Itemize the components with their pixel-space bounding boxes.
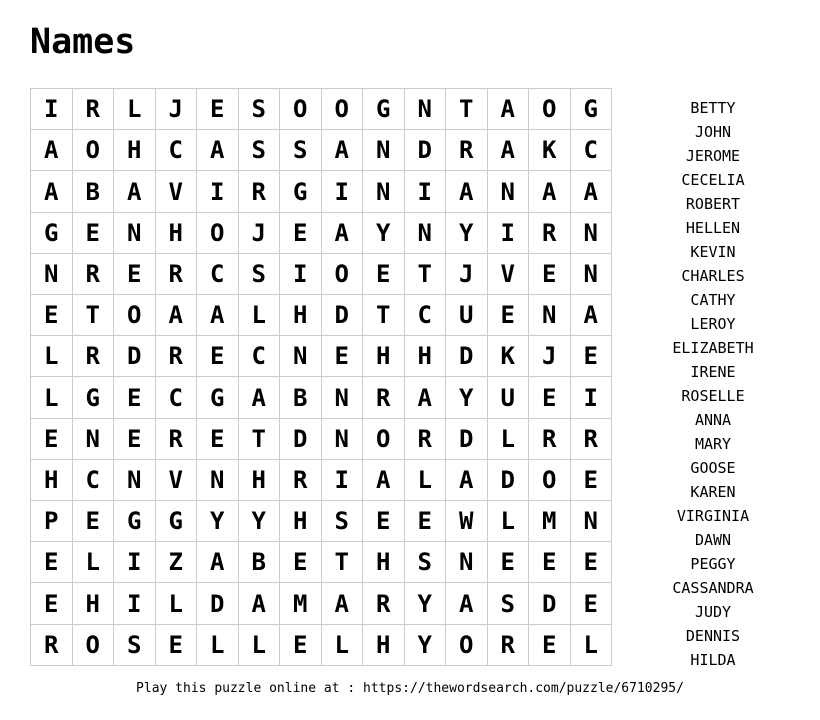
grid-cell: H — [404, 336, 446, 377]
grid-body — [31, 89, 612, 666]
grid-cell: D — [404, 130, 446, 171]
grid-cell: E — [31, 295, 73, 336]
grid-cell: I — [114, 583, 156, 624]
word-list-item: LEROY — [690, 315, 736, 333]
grid-cell: A — [446, 583, 488, 624]
grid-cell: G — [363, 89, 405, 130]
grid-cell: L — [31, 377, 73, 418]
grid-cell: R — [570, 418, 612, 459]
footer — [0, 681, 820, 696]
grid-cell: D — [446, 336, 488, 377]
grid-cell: K — [487, 336, 529, 377]
grid-cell: E — [114, 253, 156, 294]
grid-cell: E — [114, 377, 156, 418]
word-list-item: DENNIS — [685, 627, 741, 645]
grid-cell: N — [197, 459, 239, 500]
grid-cell: R — [363, 377, 405, 418]
grid-cell: R — [487, 624, 529, 665]
grid-cell: E — [280, 542, 322, 583]
grid-cell: D — [197, 583, 239, 624]
grid-row — [31, 418, 612, 459]
grid-cell: T — [72, 295, 114, 336]
grid-cell: Z — [155, 542, 197, 583]
grid-cell: I — [321, 171, 363, 212]
grid-cell: J — [529, 336, 571, 377]
grid-row — [31, 542, 612, 583]
grid-cell: A — [197, 295, 239, 336]
grid-cell: S — [238, 253, 280, 294]
grid-cell: O — [321, 89, 363, 130]
grid-cell: A — [321, 130, 363, 171]
word-list-item: HILDA — [690, 651, 736, 669]
grid-cell: A — [321, 212, 363, 253]
word-list-item: JEROME — [685, 147, 741, 165]
word-list-item: PEGGY — [690, 555, 736, 573]
grid-cell: J — [155, 89, 197, 130]
grid-cell: U — [446, 295, 488, 336]
grid-cell: I — [114, 542, 156, 583]
grid-cell: E — [197, 89, 239, 130]
puzzle-title: Names — [30, 22, 136, 62]
word-list-item: KEVIN — [690, 243, 736, 261]
grid-cell: N — [570, 253, 612, 294]
grid-cell: H — [155, 212, 197, 253]
grid-cell: R — [446, 130, 488, 171]
word-list-item: CASSANDRA — [672, 579, 754, 597]
word-list-item: ANNA — [694, 411, 732, 429]
grid-cell: A — [321, 583, 363, 624]
word-list-item: ELIZABETH — [672, 339, 754, 357]
grid-cell: L — [404, 459, 446, 500]
grid-cell: A — [363, 459, 405, 500]
grid-row — [31, 171, 612, 212]
grid-cell: E — [570, 583, 612, 624]
grid-cell: A — [155, 295, 197, 336]
grid-cell: T — [446, 89, 488, 130]
grid-cell: D — [114, 336, 156, 377]
grid-row — [31, 501, 612, 542]
grid-cell: T — [363, 295, 405, 336]
grid-row — [31, 295, 612, 336]
grid-cell: S — [114, 624, 156, 665]
grid-cell: C — [197, 253, 239, 294]
grid-cell: E — [197, 336, 239, 377]
grid-cell: I — [404, 171, 446, 212]
grid-cell: S — [321, 501, 363, 542]
word-search-grid — [30, 88, 612, 666]
grid-cell: E — [114, 418, 156, 459]
grid-cell: E — [321, 336, 363, 377]
grid-cell: D — [446, 418, 488, 459]
word-list-item: VIRGINIA — [676, 507, 750, 525]
grid-cell: H — [280, 295, 322, 336]
grid-cell: C — [238, 336, 280, 377]
word-list-item: IRENE — [690, 363, 736, 381]
grid-cell: A — [446, 171, 488, 212]
grid-cell: Y — [363, 212, 405, 253]
grid-cell: O — [72, 130, 114, 171]
grid-cell: H — [72, 583, 114, 624]
word-list-item: DAWN — [694, 531, 732, 549]
grid-cell: N — [446, 542, 488, 583]
grid-cell: N — [31, 253, 73, 294]
grid-cell: E — [529, 542, 571, 583]
grid-cell: C — [155, 377, 197, 418]
word-list-item: MARY — [694, 435, 732, 453]
grid-cell: L — [114, 89, 156, 130]
grid-cell: L — [155, 583, 197, 624]
grid-cell: Y — [197, 501, 239, 542]
grid-cell: N — [404, 89, 446, 130]
word-list-item: ROSELLE — [681, 387, 745, 405]
grid-cell: A — [238, 583, 280, 624]
grid-row — [31, 583, 612, 624]
grid-cell: O — [72, 624, 114, 665]
grid-cell: U — [487, 377, 529, 418]
grid-cell: E — [529, 377, 571, 418]
grid-cell: N — [570, 501, 612, 542]
grid-cell: N — [363, 171, 405, 212]
grid-cell: E — [197, 418, 239, 459]
grid-cell: R — [155, 253, 197, 294]
grid-cell: R — [529, 418, 571, 459]
grid-cell: R — [404, 418, 446, 459]
grid-cell: D — [321, 295, 363, 336]
grid-row — [31, 377, 612, 418]
grid-cell: W — [446, 501, 488, 542]
grid-cell: N — [570, 212, 612, 253]
grid-cell: E — [31, 542, 73, 583]
grid-cell: G — [155, 501, 197, 542]
grid-cell: L — [487, 418, 529, 459]
grid-cell: S — [280, 130, 322, 171]
grid-cell: R — [155, 418, 197, 459]
grid-cell: A — [487, 130, 529, 171]
grid-cell: N — [321, 418, 363, 459]
grid-cell: S — [404, 542, 446, 583]
grid-row — [31, 336, 612, 377]
grid-cell: R — [529, 212, 571, 253]
grid-cell: O — [363, 418, 405, 459]
grid-cell: E — [280, 212, 322, 253]
grid-cell: A — [197, 542, 239, 583]
grid-cell: D — [280, 418, 322, 459]
grid-cell: S — [238, 89, 280, 130]
grid-cell: E — [529, 253, 571, 294]
word-list-item: CHARLES — [681, 267, 745, 285]
grid-cell: H — [363, 542, 405, 583]
grid-cell: H — [363, 624, 405, 665]
grid-cell: J — [238, 212, 280, 253]
grid-cell: E — [487, 542, 529, 583]
grid-cell: G — [114, 501, 156, 542]
grid-cell: L — [570, 624, 612, 665]
grid-cell: D — [487, 459, 529, 500]
grid-cell: A — [570, 171, 612, 212]
grid-cell: H — [363, 336, 405, 377]
grid-cell: L — [31, 336, 73, 377]
grid-cell: Y — [446, 377, 488, 418]
grid-cell: C — [155, 130, 197, 171]
grid-cell: E — [404, 501, 446, 542]
grid-row — [31, 89, 612, 130]
grid-cell: T — [321, 542, 363, 583]
grid-cell: D — [529, 583, 571, 624]
grid-cell: S — [238, 130, 280, 171]
grid-cell: T — [238, 418, 280, 459]
grid-cell: A — [197, 130, 239, 171]
grid-cell: B — [72, 171, 114, 212]
grid-row — [31, 212, 612, 253]
grid-cell: O — [197, 212, 239, 253]
footer-label: Play this puzzle online at : — [136, 681, 356, 696]
word-list-item: JOHN — [694, 123, 732, 141]
grid-cell: L — [487, 501, 529, 542]
grid-cell: R — [155, 336, 197, 377]
grid-cell: Y — [404, 624, 446, 665]
word-list-item: ROBERT — [685, 195, 741, 213]
word-list-item: JUDY — [694, 603, 732, 621]
grid-cell: E — [570, 542, 612, 583]
grid-cell: A — [114, 171, 156, 212]
grid-cell: T — [404, 253, 446, 294]
grid-cell: C — [404, 295, 446, 336]
grid-cell: A — [570, 295, 612, 336]
grid-cell: B — [238, 542, 280, 583]
grid-cell: E — [280, 624, 322, 665]
word-list-item: GOOSE — [690, 459, 736, 477]
grid-cell: H — [114, 130, 156, 171]
grid-cell: E — [31, 583, 73, 624]
grid-cell: L — [238, 295, 280, 336]
grid-cell: N — [114, 459, 156, 500]
grid-cell: O — [529, 89, 571, 130]
word-list-item: KAREN — [690, 483, 736, 501]
grid-cell: L — [72, 542, 114, 583]
grid-cell: A — [404, 377, 446, 418]
grid-cell: J — [446, 253, 488, 294]
grid-cell: O — [446, 624, 488, 665]
grid-cell: A — [446, 459, 488, 500]
grid-row — [31, 624, 612, 665]
grid-cell: G — [197, 377, 239, 418]
grid-cell: E — [529, 624, 571, 665]
grid-cell: S — [487, 583, 529, 624]
grid-cell: O — [321, 253, 363, 294]
grid-cell: N — [72, 418, 114, 459]
grid-cell: E — [155, 624, 197, 665]
grid-cell: V — [155, 171, 197, 212]
grid-cell: K — [529, 130, 571, 171]
grid-cell: R — [363, 583, 405, 624]
grid-cell: N — [280, 336, 322, 377]
grid-cell: A — [31, 171, 73, 212]
grid-cell: G — [570, 89, 612, 130]
grid-cell: G — [31, 212, 73, 253]
grid-cell: R — [72, 336, 114, 377]
grid-cell: I — [570, 377, 612, 418]
word-list-item: HELLEN — [685, 219, 741, 237]
grid-cell: M — [529, 501, 571, 542]
word-list — [618, 96, 808, 672]
grid-cell: Y — [404, 583, 446, 624]
grid-cell: R — [72, 89, 114, 130]
grid-cell: O — [280, 89, 322, 130]
grid-cell: N — [404, 212, 446, 253]
grid-cell: M — [280, 583, 322, 624]
grid-cell: I — [31, 89, 73, 130]
grid-cell: E — [570, 459, 612, 500]
grid-cell: H — [280, 501, 322, 542]
grid-cell: E — [31, 418, 73, 459]
grid-cell: G — [280, 171, 322, 212]
grid-cell: V — [155, 459, 197, 500]
grid-cell: I — [197, 171, 239, 212]
grid-cell: L — [197, 624, 239, 665]
grid-cell: E — [72, 501, 114, 542]
grid-cell: V — [487, 253, 529, 294]
grid-cell: N — [529, 295, 571, 336]
grid-cell: Y — [446, 212, 488, 253]
grid-cell: E — [487, 295, 529, 336]
grid-cell: H — [31, 459, 73, 500]
grid-cell: R — [31, 624, 73, 665]
grid-cell: O — [114, 295, 156, 336]
grid-cell: E — [72, 212, 114, 253]
grid-cell: I — [487, 212, 529, 253]
grid-cell: A — [529, 171, 571, 212]
grid-cell: E — [363, 501, 405, 542]
grid-cell: L — [238, 624, 280, 665]
word-list-item: BETTY — [690, 99, 736, 117]
grid-cell: R — [238, 171, 280, 212]
grid-cell: N — [321, 377, 363, 418]
grid-cell: I — [280, 253, 322, 294]
grid-cell: A — [238, 377, 280, 418]
grid-cell: R — [72, 253, 114, 294]
footer-url[interactable]: https://thewordsearch.com/puzzle/6710295/ — [363, 681, 684, 696]
grid-cell: E — [363, 253, 405, 294]
grid-cell: G — [72, 377, 114, 418]
grid-row — [31, 459, 612, 500]
word-list-item: CATHY — [690, 291, 736, 309]
grid-cell: A — [487, 89, 529, 130]
grid-cell: E — [570, 336, 612, 377]
grid-cell: B — [280, 377, 322, 418]
grid-cell: Y — [238, 501, 280, 542]
grid-row — [31, 253, 612, 294]
grid-cell: N — [487, 171, 529, 212]
word-list-item: CECELIA — [681, 171, 745, 189]
grid-cell: C — [570, 130, 612, 171]
grid-row — [31, 130, 612, 171]
grid-cell: L — [321, 624, 363, 665]
grid-cell: P — [31, 501, 73, 542]
grid-cell: I — [321, 459, 363, 500]
grid-cell: N — [363, 130, 405, 171]
grid-cell: H — [238, 459, 280, 500]
grid-cell: R — [280, 459, 322, 500]
grid-cell: C — [72, 459, 114, 500]
grid-cell: O — [529, 459, 571, 500]
grid-cell: N — [114, 212, 156, 253]
grid-cell: A — [31, 130, 73, 171]
